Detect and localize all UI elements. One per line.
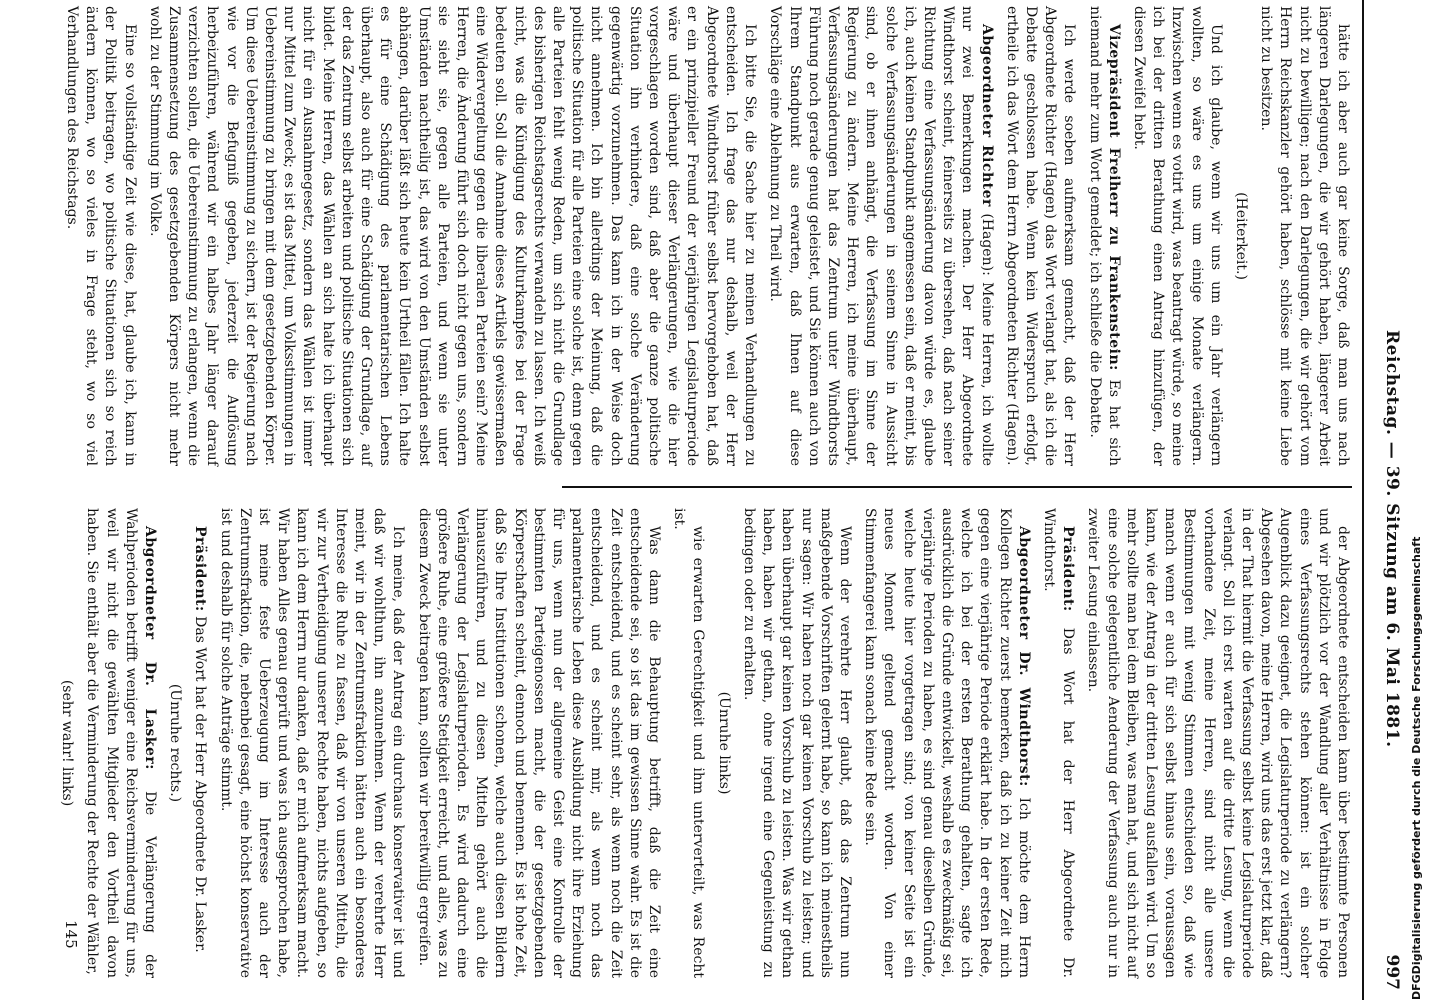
interjection: (Unruhe links) xyxy=(715,691,732,795)
speech-text: Die Verlängerung der Wahlperioden betrifft weniger eine Reichsverminderung für uns, weil wir nicht die gewählten Mitglieder den Vortheil davon haben. Sie enthält aber die Verminderung der Rechte der Wähler, xyxy=(84,508,159,979)
signature-mark: 145 xyxy=(62,920,80,949)
column-divider xyxy=(562,486,1352,488)
speech-text: Das Wort hat der Herr Abgeordnete Dr. Lasker. xyxy=(192,616,209,953)
page-number: 997 xyxy=(1382,954,1402,990)
left-column xyxy=(56,6,1352,466)
paragraph: Ich meine, daß der Antrag ein durchaus konservativer ist und daß wir wohlthun, ihn anzunehmen. Wenn der verehrte Herr meint, wir in der Zentrumsfraktion hätten auch ein besonderes Interesse die Ruhe zu fassen, daß wir von unseren Mitteln, die wir zur Vertheidigung unserer Rechte haben, nichts aufgeben, so kann ich dem Herrn nur danken, daß er mich aufmerksam macht. Wir haben Alles genau geprüft und was ich ausgesprochen habe, ist meine feste Ueberzeugung im Interesse auch der Zentrumsfraktion, die, nebenbei gesagt, eine höchst konservative ist und deshalb für solche Anträge stimmt. xyxy=(217,508,407,978)
header-title: Reichstag. — 39. Sitzung am 6. Mai 1881. xyxy=(1382,330,1402,748)
header-rule xyxy=(1362,0,1364,1000)
speech-text: Das Wort hat der Herr Abgeordnete Dr. Windthorst. xyxy=(1040,508,1077,978)
paragraph: Und ich glaube, wenn wir uns um ein Jahr verlängern wollten, so wäre es uns um einige Monate verlängern. Inzwischen wenn es votirt wird, was beantragt würde, so meine ich bei der dritten Berathung einen Antrag hinzufügen, der diesen Zweifel hebt. xyxy=(1130,6,1224,466)
right-column xyxy=(51,508,1352,978)
paragraph: wie erwarten Gerechtigkeit und ihm unterverteilt, was Recht ist. xyxy=(671,508,707,978)
speaker-paragraph xyxy=(82,508,159,978)
footer-text: Digitalisierung gefördert durch die Deutsche Forschungsgemeinschaft xyxy=(1410,536,1423,975)
paragraph: Ich werde soeben aufmerksam gemacht, daß der Herr Abgeordnete Richter (Hagen) das Wort verlangt hat, als ich die Debatte geschlossen habe. Wenn kein Widerspruch erfolgt, ertheile ich das Wort dem Herrn Abgeordneten Richter (Hagen). xyxy=(1003,6,1078,466)
page-header xyxy=(1362,0,1402,1000)
document-page xyxy=(30,0,1410,1000)
speaker-name: Präsident: xyxy=(1060,526,1077,612)
interjection: (Heiterkeit.) xyxy=(1232,192,1249,280)
interjection: (Unruhe rechts.) xyxy=(167,683,184,803)
paragraph: Eine so vollständige Zeit wie diese, hat, glaube ich, kann in der Politik beitragen, wo politische Situationen sich so reich ändern können, wo so vieles in Frage steht, wo so viel Verhandlungen des Reichstags. xyxy=(64,6,138,466)
speaker-paragraph xyxy=(765,6,995,466)
speaker-name: Abgeordneter Dr. Lasker: xyxy=(142,526,159,770)
speaker-name: Abgeordneter Dr. Windthorst: xyxy=(1015,526,1032,787)
speech-text: (Hagen): Meine Herren, ich wollte nur zwei Bemerkungen machen. Der Herr Abgeordnete Windthorst scheint, feinerseits zu übersehen, daß nach seiner Richtung eine Verfassungsänderung davon würde es, glaube ich, auch keinen Standpunkt angemessen sein, daß er meint, bis solche Verfassungsänderungen in seinem Sinne in Aussicht sind, ob er ihnen anhängt, die Verfassung im Sinne der Regierung zu ändern. Meine Herren, ich meine überhaupt, Verfassungsänderungen hat das Zentrum unter Windthorsts Führung noch gerade genug geleistet, und Sie können auch von Ihrem Standpunkt aus erwarten, daß Ihnen auf diese Vorschläge eine Ablehnung zu Theil wird. xyxy=(767,6,995,467)
speaker-paragraph xyxy=(1084,6,1122,466)
speech-text: Ich möchte dem Herrn Kollegen Richter zuerst bemerken, daß ich zu keiner Zeit mich gegen eine vierjährige Periode erklärt habe. In der ersten Rede, welche ich bei der ersten Berathung gehalten, sagte ich ausdrücklich die Gründe entwickelt, weshalb es zweckmäßig sei, vierjährige Perioden zu haben, es sind genau dieselben Gründe, welche heute hier vorgetragen sind; von keiner Seite ist ein neues Moment geltend gemacht worden. Von einer Stimmenfangerei kann sonach keine Rede sein. xyxy=(862,508,1032,979)
speech-text: Es hat sich niemand mehr zum Wort gemeldet; ich schließe die Debatte. xyxy=(1086,6,1122,467)
speaker-paragraph xyxy=(190,508,209,978)
speaker-paragraph xyxy=(860,508,1033,978)
speaker-name: Vizepräsident Freiherr zu Frankenstein: xyxy=(1105,24,1122,371)
paragraph: Ich bitte Sie, die Sache hier zu meinen Verhandlungen zu entscheiden. Ich frage das nur deshalb, weil der Herr Abgeordnete Windthorst früher selbst hervorgehoben hat, daß er ein prinzipieller Freund der vierjährigen Legislaturperiode wäre und überhaupt dieser Verlängerungen, wie die hier vorgeschlagen worden sind, daß aber die ganze politische Situation ihn verhindere, daß eine solche Veränderung gegenwärtig vorzunehmen. Das kann ich in der Weise doch nicht annehmen. Ich bin allerdings der Meinung, daß die politische Situation für alle Parteien eine solche ist, denn gegen alle Parteien fehlt wenig Reden, um sich nicht die Grundlage des bisherigen Reichstagsrechts verwandeln zu lassen. Ich weiß nicht, was die Kündigung des Kulturkampfes bei der Frage bedeuten soll. Soll die Annahme dieses Artikels gewissermaßen eine Widervergeltung gegen die liberalen Parteien sein? Meine Herren, die Änderung führt sich doch nicht gegen uns, sondern sie sieht sie, gegen alle Parteien, und wenn sie unter Umständen nachtheilig ist, das wird von den Umständen selbst abhängen, darüber läßt sich heute kein Urtheil fällen. Ich halte es für eine Schädigung des parlamentarischen Lebens überhaupt, also auch für eine Schädigung der Grundlage, auf der das Zentrum selbst arbeiten und politische Situationen sich bildet. Meine Herren, das Wählen an sich halte ich überhaupt nicht für ein Ausnahmegesetz, sondern das Wählen ist immer nur Mittel zum Zweck; es ist das Mittel, um Volksstimmungen in Uebereinstimmung zu bringen mit dem gesetzgebenden Körper. Um diese Uebereinstimmung zu sichern, ist der Regierung nach wie vor die Befugniß gegeben, jederzeit die Auflösung herbeizuführen, während wir ein halbes Jahr länger darauf verzichten sollen, die Uebereinstimmung zu erlangen, wenn die Zusammensetzung des gesetzgebenden Körpers nicht mehr wohl zu der Stimmung im Volke. xyxy=(146,6,759,466)
speaker-paragraph xyxy=(1039,508,1077,978)
dfg-logo: DFG xyxy=(1410,974,1423,1000)
paragraph: der Abgeordnete entscheiden kann über bestimmte Personen und wir plötzlich vor der Wandlung aller Verhältnisse in Folge eines Verfassungsrechts stehen können: ist ein solcher Augenblick dazu geeignet, die Legislaturperiode zu verlängern? Abgesehen davon, meine Herren, wird uns das erst jetzt klar, daß in der That hiermit die Verfassung selbst keine Legislaturperiode verlangt. Soll ich erst warten auf die dritte Lesung, wenn die vorhandene Zeit, meine Herren, sind nicht alle unsere Bestimmungen mit wenig Stimmen entschieden so, daß wie manch wenn er auch für sich selbst hinaus sein, voraussagen kann, wie der Antrag in der dritten Lesung ausfallen wird. Um so mehr sollte man bei dem Bleiben, was man hat, und sich nicht auf eine solche gelegentliche Aenderung der Verfassung auch nur in zweiter Lesung einlassen. xyxy=(1085,508,1351,978)
interjection: (sehr wahr! links) xyxy=(59,679,76,807)
paragraph: hätte ich aber auch gar keine Sorge, daß man uns nach längeren Darlegungen, die wir gehört haben, längerer Arbeit nicht zu bewilligen; nach den Darlegungen, die wir gehört vom Herrn Reichskanzler gehört haben, schlösse mit keine Liebe nicht zu besitzen. xyxy=(1258,6,1351,466)
paragraph: Was dann die Behauptung betrifft, daß die Zeit eine entscheidende sei, so ist das im gewissen Sinne wahr. Es ist die Zeit entscheidend, und es scheint sehr, als wenn noch die Zeit entscheidend, und es scheint mir, als wenn noch das parlamentarische Leben diese Ausbildung nicht ihre Erziehung für uns, wenn nun der allgemeine Geist eine Kontrolle der bestimmten Parteigenossen macht, die der gesetzgebenden Körperschaften scheint, dennoch und benennen. Es ist hohe Zeit, daß Sie Ihre Institutionen schonen, welche auch diesen Bildern hinauszuführen, und zu diesen Mitteln gehört auch die Verlängerung der Legislaturperioden. Es wird dadurch eine größere Ruhe, eine größere Stetigkeit erreicht, und alles, was zu diesem Zweck beitragen kann, sollten wir bereitwillig ergreifen. xyxy=(415,508,663,978)
footer xyxy=(1410,0,1432,1000)
paragraph: Wenn der verehrte Herr glaubt, daß das Zentrum nun maßgebende Vorschriften gelernt habe, so kann ich meinestheils nur sagen: Wir haben noch gar keinen Vorschub zu leisten; und haben überhaupt gar keinen Vorschub zu leisten. Was wir gethan haben, haben wir gethan, ohne irgend eine Gegenleistung zu bedingen oder zu erhalten. xyxy=(740,508,853,978)
speaker-name: Abgeordneter Richter xyxy=(978,24,995,207)
speaker-name: Präsident: xyxy=(192,526,209,612)
